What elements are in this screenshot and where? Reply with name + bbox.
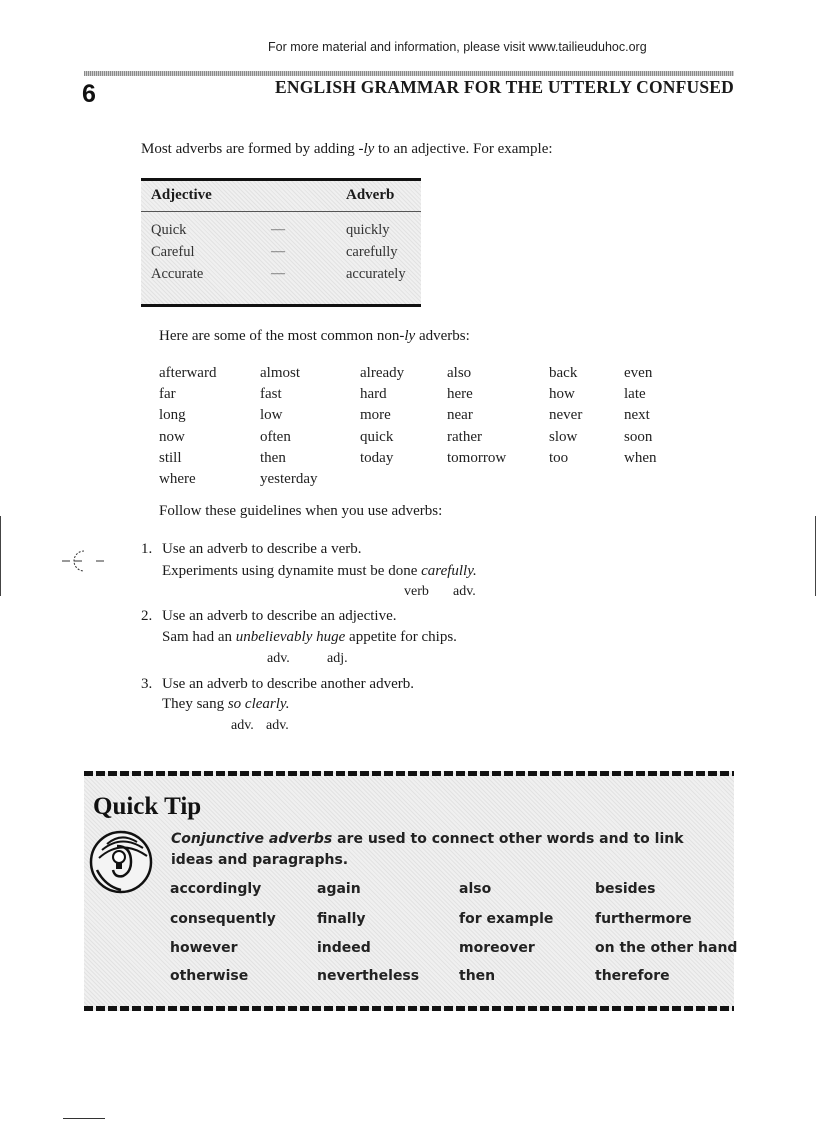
lightbulb-ear-icon xyxy=(87,824,159,896)
adverb-word: often xyxy=(260,428,291,445)
conjunctive-adverb-word: consequently xyxy=(170,911,276,927)
conjunctive-adverb-word: therefore xyxy=(595,968,670,984)
adverb-word: back xyxy=(549,365,578,381)
adverb-word: too xyxy=(549,449,569,466)
table-header-adverb: Adverb xyxy=(346,187,395,203)
adverb-word: where xyxy=(159,471,196,487)
conjunctive-adverb-word: nevertheless xyxy=(317,968,420,984)
common-intro-before: Here are some of the most common non- xyxy=(159,328,405,344)
common-adverbs-intro xyxy=(159,328,470,345)
adverb-word: here xyxy=(447,386,473,403)
part-of-speech-label: adv. xyxy=(453,584,476,599)
quick-tip-top-border xyxy=(84,771,734,776)
header-rule xyxy=(84,71,734,76)
table-cell-adjective: Quick xyxy=(151,222,187,238)
guideline-example xyxy=(162,563,477,580)
adverb-word: hard xyxy=(360,386,387,403)
adverb-word: still xyxy=(159,449,182,466)
common-intro-suffix: ly xyxy=(404,328,416,344)
conjunctive-adverb-word: also xyxy=(459,881,492,897)
conjunctive-adverb-word: finally xyxy=(317,911,366,927)
adverb-word: more xyxy=(360,407,391,424)
conjunctive-adverb-word: again xyxy=(317,881,361,897)
adverb-word: afterward xyxy=(159,365,217,381)
source-note: For more material and information, please visit www.tailieuduhoc.org xyxy=(268,40,647,54)
page-number: 6 xyxy=(82,80,96,108)
table-cell-adjective: Accurate xyxy=(151,266,204,282)
quick-tip-box xyxy=(84,771,738,1011)
intro-text-after: to an adjective. For example: xyxy=(374,141,553,157)
guideline-number: 1. xyxy=(141,541,153,557)
conjunctive-adverb-word: moreover xyxy=(459,940,535,956)
conjunctive-adverb-word: accordingly xyxy=(170,881,262,897)
table-cell-adverb: accurately xyxy=(346,266,406,282)
part-of-speech-label: adv. xyxy=(231,718,254,733)
table-dash: — xyxy=(271,266,285,281)
part-of-speech-label: adv. xyxy=(267,651,290,666)
adverb-word: near xyxy=(447,407,473,424)
guidelines-intro: Follow these guidelines when you use adverbs: xyxy=(159,503,443,519)
table-cell-adverb: carefully xyxy=(346,244,398,260)
adverb-word: far xyxy=(159,386,176,403)
conjunctive-adverb-word: then xyxy=(459,968,496,984)
book-title: ENGLISH GRAMMAR FOR THE UTTERLY CONFUSED xyxy=(274,77,734,97)
conjunctive-adverb-word: indeed xyxy=(317,940,371,956)
quick-tip-title: Quick Tip xyxy=(93,793,202,820)
intro-suffix: -ly xyxy=(358,141,375,157)
adverb-word: soon xyxy=(624,428,653,445)
margin-marker-icon xyxy=(62,548,106,574)
adjective-adverb-table xyxy=(141,178,421,307)
adverb-word: next xyxy=(624,407,650,424)
adverb-word: now xyxy=(159,428,185,445)
guideline-rule: Use an adverb to describe an adjective. xyxy=(162,608,397,624)
quick-tip-text xyxy=(171,829,711,871)
adverb-word: slow xyxy=(549,428,578,445)
adverb-word: also xyxy=(447,365,472,381)
table-cell-adverb: quickly xyxy=(346,222,390,238)
adverb-word: almost xyxy=(260,365,300,381)
guideline-rule: Use an adverb to describe another adverb. xyxy=(162,676,414,692)
quick-tip-explanation: are used to connect other words and to link ideas and paragraphs. xyxy=(171,831,684,868)
quick-tip-term: Conjunctive adverbs xyxy=(171,831,333,847)
conjunctive-adverb-word: besides xyxy=(595,881,656,897)
adverb-word: how xyxy=(549,386,575,403)
adverb-word: rather xyxy=(447,428,482,445)
conjunctive-adverb-word: otherwise xyxy=(170,968,249,984)
table-bottom-rule xyxy=(141,304,421,307)
intro-text-before: Most adverbs are formed by adding xyxy=(141,141,359,157)
adverb-word: even xyxy=(624,365,653,381)
adverb-word: low xyxy=(260,407,283,424)
adverb-word: when xyxy=(624,449,657,466)
quick-tip-bottom-border xyxy=(84,1006,734,1011)
conjunctive-adverb-word: furthermore xyxy=(595,911,692,927)
table-dash: — xyxy=(271,222,285,237)
adverb-word: never xyxy=(549,407,583,424)
guideline-rule: Use an adverb to describe a verb. xyxy=(162,541,362,557)
example-emphasis: unbelievably huge xyxy=(235,629,346,645)
guideline-number: 2. xyxy=(141,608,153,624)
adverb-word: long xyxy=(159,407,186,424)
example-emphasis: so clearly. xyxy=(227,696,290,712)
adverb-word: yesterday xyxy=(260,471,318,487)
part-of-speech-label: verb xyxy=(404,584,429,599)
conjunctive-adverb-word: however xyxy=(170,940,238,956)
intro-paragraph xyxy=(141,141,553,158)
table-top-rule xyxy=(141,178,421,181)
adverb-word: already xyxy=(360,365,405,381)
adverb-word: tomorrow xyxy=(447,449,507,466)
adverb-word: fast xyxy=(260,386,282,403)
example-emphasis: carefully. xyxy=(421,563,477,579)
guideline-example xyxy=(162,696,289,713)
part-of-speech-label: adj. xyxy=(327,651,348,666)
example-text: Sam had an xyxy=(162,629,236,645)
example-text-after: appetite for chips. xyxy=(345,629,457,645)
example-text: They sang xyxy=(162,696,228,712)
adverb-word: today xyxy=(360,449,394,466)
adverb-word: then xyxy=(260,449,286,466)
adverb-word: late xyxy=(624,386,646,403)
table-dash: — xyxy=(271,244,285,259)
part-of-speech-label: adv. xyxy=(266,718,289,733)
footer-rule xyxy=(63,1118,105,1119)
margin-line-left xyxy=(0,516,1,596)
conjunctive-adverb-word: for example xyxy=(459,911,554,927)
conjunctive-adverb-word: on the other hand xyxy=(595,940,738,956)
guideline-example xyxy=(162,629,457,646)
table-header-adjective: Adjective xyxy=(151,187,212,203)
example-text: Experiments using dynamite must be done xyxy=(162,563,422,579)
table-cell-adjective: Careful xyxy=(151,244,195,260)
adverb-word: quick xyxy=(360,428,394,445)
common-intro-after: adverbs: xyxy=(415,328,470,344)
guideline-number: 3. xyxy=(141,676,153,692)
table-header-rule xyxy=(141,211,421,212)
